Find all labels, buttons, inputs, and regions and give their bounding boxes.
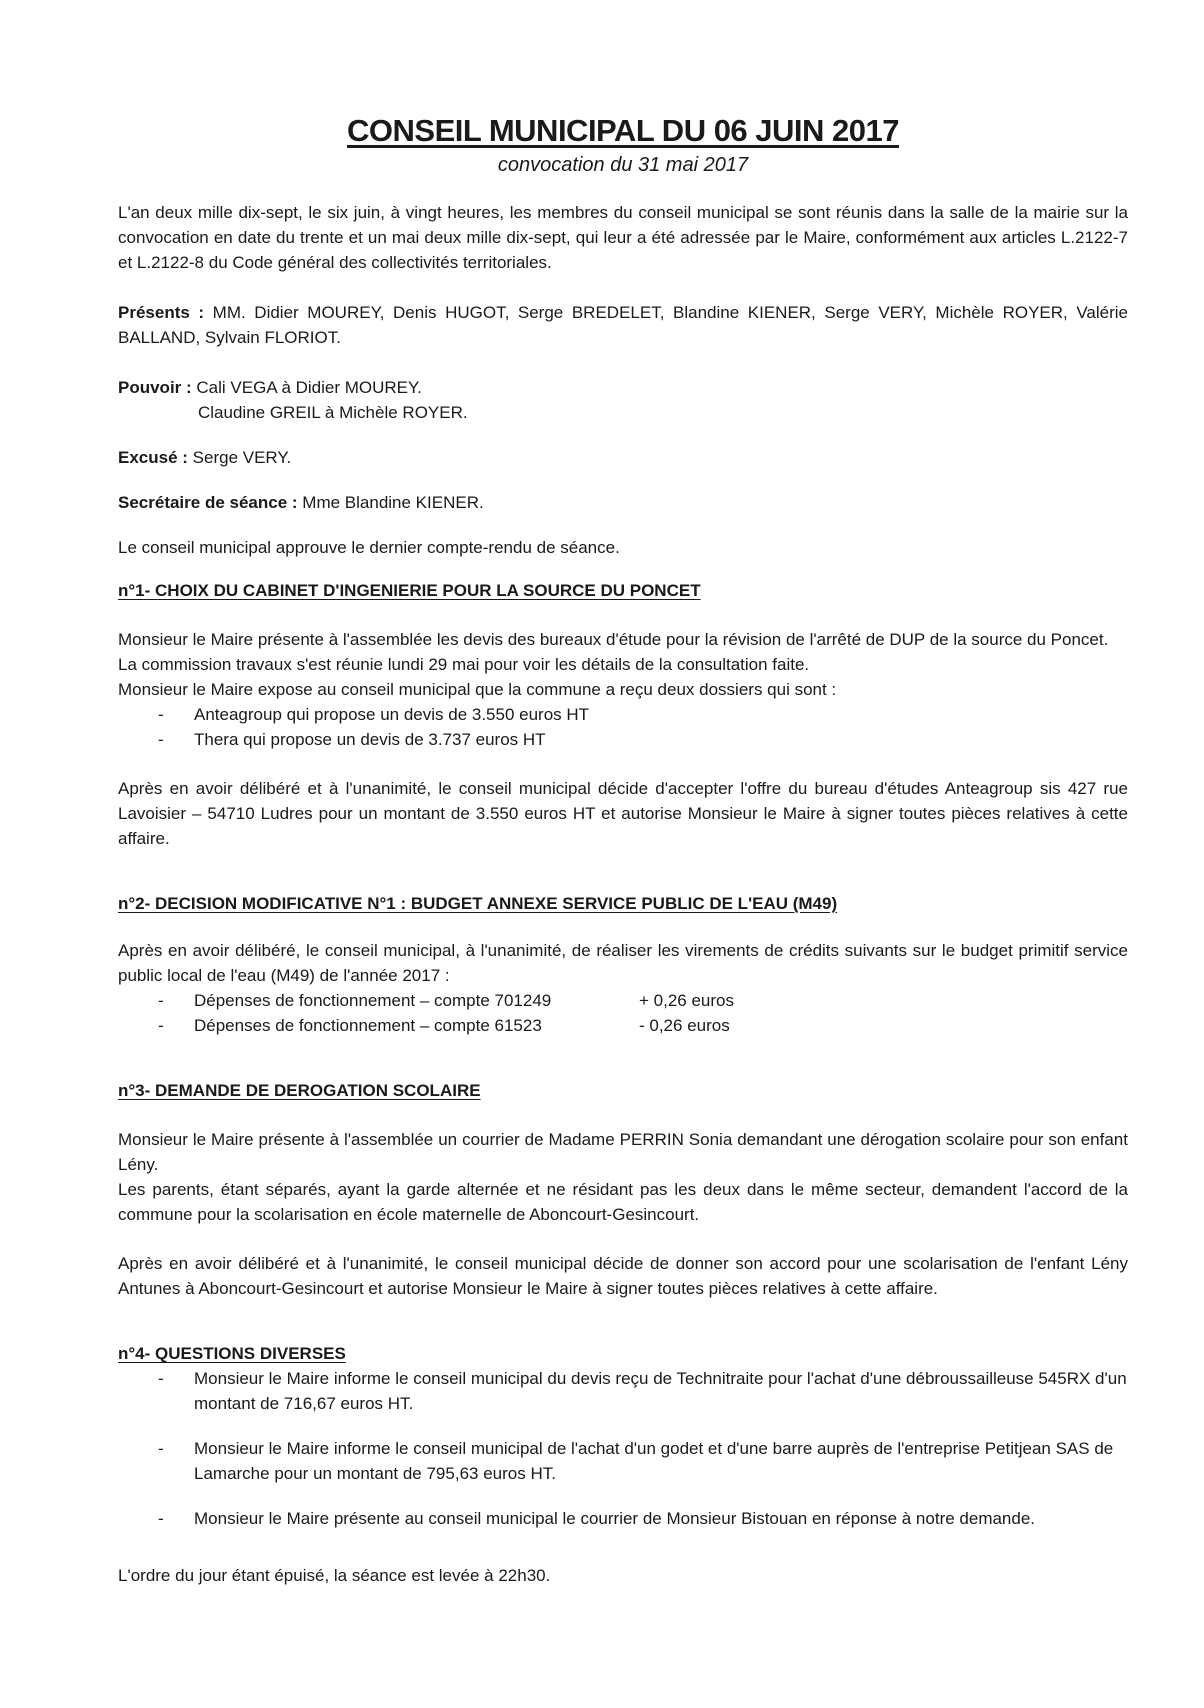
document-subtitle: convocation du 31 mai 2017 — [497, 154, 749, 176]
pouvoir-line-1: Cali VEGA à Didier MOUREY. — [196, 378, 422, 397]
secretaire-paragraph — [118, 490, 1128, 515]
budget-line-label: Dépenses de fonctionnement – compte 701249 — [194, 991, 552, 1010]
section-1-decision: Après en avoir délibéré et à l'unanimité, le conseil municipal décide d'accepter l'offre du bureau d'études Anteagroup sis 427 rue Lavoisier – 54710 Ludres pour un montant de 3.550 euros HT et autorise Monsieur le Maire à signer toutes pièces relatives à cette affaire. — [118, 779, 1128, 848]
section-3-p2: Les parents, étant séparés, ayant la garde alternée et ne résidant pas les deux dans le même secteur, demandent l'accord de la commune pour la scolarisation en école maternelle de Aboncourt-Gesincourt. — [118, 1180, 1128, 1224]
section-1-heading: n°1- CHOIX DU CABINET D'INGENIERIE POUR LA SOURCE DU PONCET — [118, 581, 701, 600]
section-4-heading: n°4- QUESTIONS DIVERSES — [118, 1344, 346, 1363]
approval-paragraph: Le conseil municipal approuve le dernier compte-rendu de séance. — [118, 538, 620, 557]
list-item: - Monsieur le Maire informe le conseil municipal de l'achat d'un godet et d'une barre auprès de l'entreprise Petitjean SAS de Lamarche pour un montant de 795,63 euros HT. — [118, 1436, 1128, 1486]
intro-paragraph: L'an deux mille dix-sept, le six juin, à vingt heures, les membres du conseil municipal se sont réunis dans la salle de la mairie sur la convocation en date du trente et un mai deux mille dix-sept, qui leur a été adressée par le Maire, conformément aux articles L.2122-7 et L.2122-8 du Code général des collectivités territoriales. — [118, 203, 1128, 272]
list-item: - Thera qui propose un devis de 3.737 euros HT — [118, 727, 1128, 752]
presents-paragraph — [118, 300, 1128, 350]
list-item — [118, 1013, 1128, 1038]
list-item: - Monsieur le Maire informe le conseil municipal du devis reçu de Technitraite pour l'achat d'une débroussailleuse 545RX d'un montant de 716,67 euros HT. — [118, 1366, 1128, 1416]
section-3-decision: Après en avoir délibéré et à l'unanimité, le conseil municipal décide de donner son accord pour une scolarisation de l'enfant Lény Antunes à Aboncourt-Gesincourt et autorise Monsieur le Maire à signer toutes pièces relatives à cette affaire. — [118, 1254, 1128, 1298]
presents-label: Présents : — [118, 303, 205, 322]
excuse-label: Excusé : — [118, 448, 188, 467]
list-item: - Monsieur le Maire présente au conseil municipal le courrier de Monsieur Bistouan en réponse à notre demande. — [118, 1506, 1128, 1531]
section-1-p1: Monsieur le Maire présente à l'assemblée les devis des bureaux d'étude pour la révision de l'arrêté de DUP de la source du Poncet. — [118, 630, 1109, 649]
secretaire-label: Secrétaire de séance : — [118, 493, 298, 512]
document-title: CONSEIL MUNICIPAL DU 06 JUIN 2017 — [347, 113, 899, 148]
excuse-text: Serge VERY. — [192, 448, 292, 467]
document-page — [118, 112, 1128, 1588]
pouvoir-label: Pouvoir : — [118, 378, 192, 397]
section-4-list — [118, 1366, 1128, 1531]
budget-line-label: Dépenses de fonctionnement – compte 61523 — [194, 1016, 542, 1035]
excuse-paragraph — [118, 445, 1128, 470]
pouvoir-line-2: Claudine GREIL à Michèle ROYER. — [198, 403, 468, 422]
list-item — [118, 988, 1128, 1013]
pouvoir-block — [118, 375, 1128, 425]
section-1-p2: La commission travaux s'est réunie lundi 29 mai pour voir les détails de la consultation faite. — [118, 655, 810, 674]
budget-line-amount: + 0,26 euros — [639, 991, 734, 1010]
section-2-p1: Après en avoir délibéré, le conseil municipal, à l'unanimité, de réaliser les virements de crédits suivants sur le budget primitif service public local de l'eau (M49) de l'année 2017 : — [118, 941, 1128, 985]
section-2-list — [118, 988, 1128, 1038]
closing-paragraph: L'ordre du jour étant épuisé, la séance est levée à 22h30. — [118, 1566, 551, 1585]
section-2-heading: n°2- DECISION MODIFICATIVE N°1 : BUDGET ANNEXE SERVICE PUBLIC DE L'EAU (M49) — [118, 894, 838, 913]
section-1-list — [118, 702, 1128, 752]
list-item: - Anteagroup qui propose un devis de 3.550 euros HT — [118, 702, 1128, 727]
secretaire-text: Mme Blandine KIENER. — [302, 493, 484, 512]
presents-text: MM. Didier MOUREY, Denis HUGOT, Serge BREDELET, Blandine KIENER, Serge VERY, Michèle ROYER, Valérie BALLAND, Sylvain FLORIOT. — [118, 303, 1129, 347]
budget-line-amount: - 0,26 euros — [639, 1016, 730, 1035]
section-3-p1: Monsieur le Maire présente à l'assemblée un courrier de Madame PERRIN Sonia demandant une dérogation scolaire pour son enfant Lény. — [118, 1130, 1128, 1174]
section-3-heading: n°3- DEMANDE DE DEROGATION SCOLAIRE — [118, 1081, 481, 1100]
section-1-p3: Monsieur le Maire expose au conseil municipal que la commune a reçu deux dossiers qui sont : — [118, 680, 837, 699]
